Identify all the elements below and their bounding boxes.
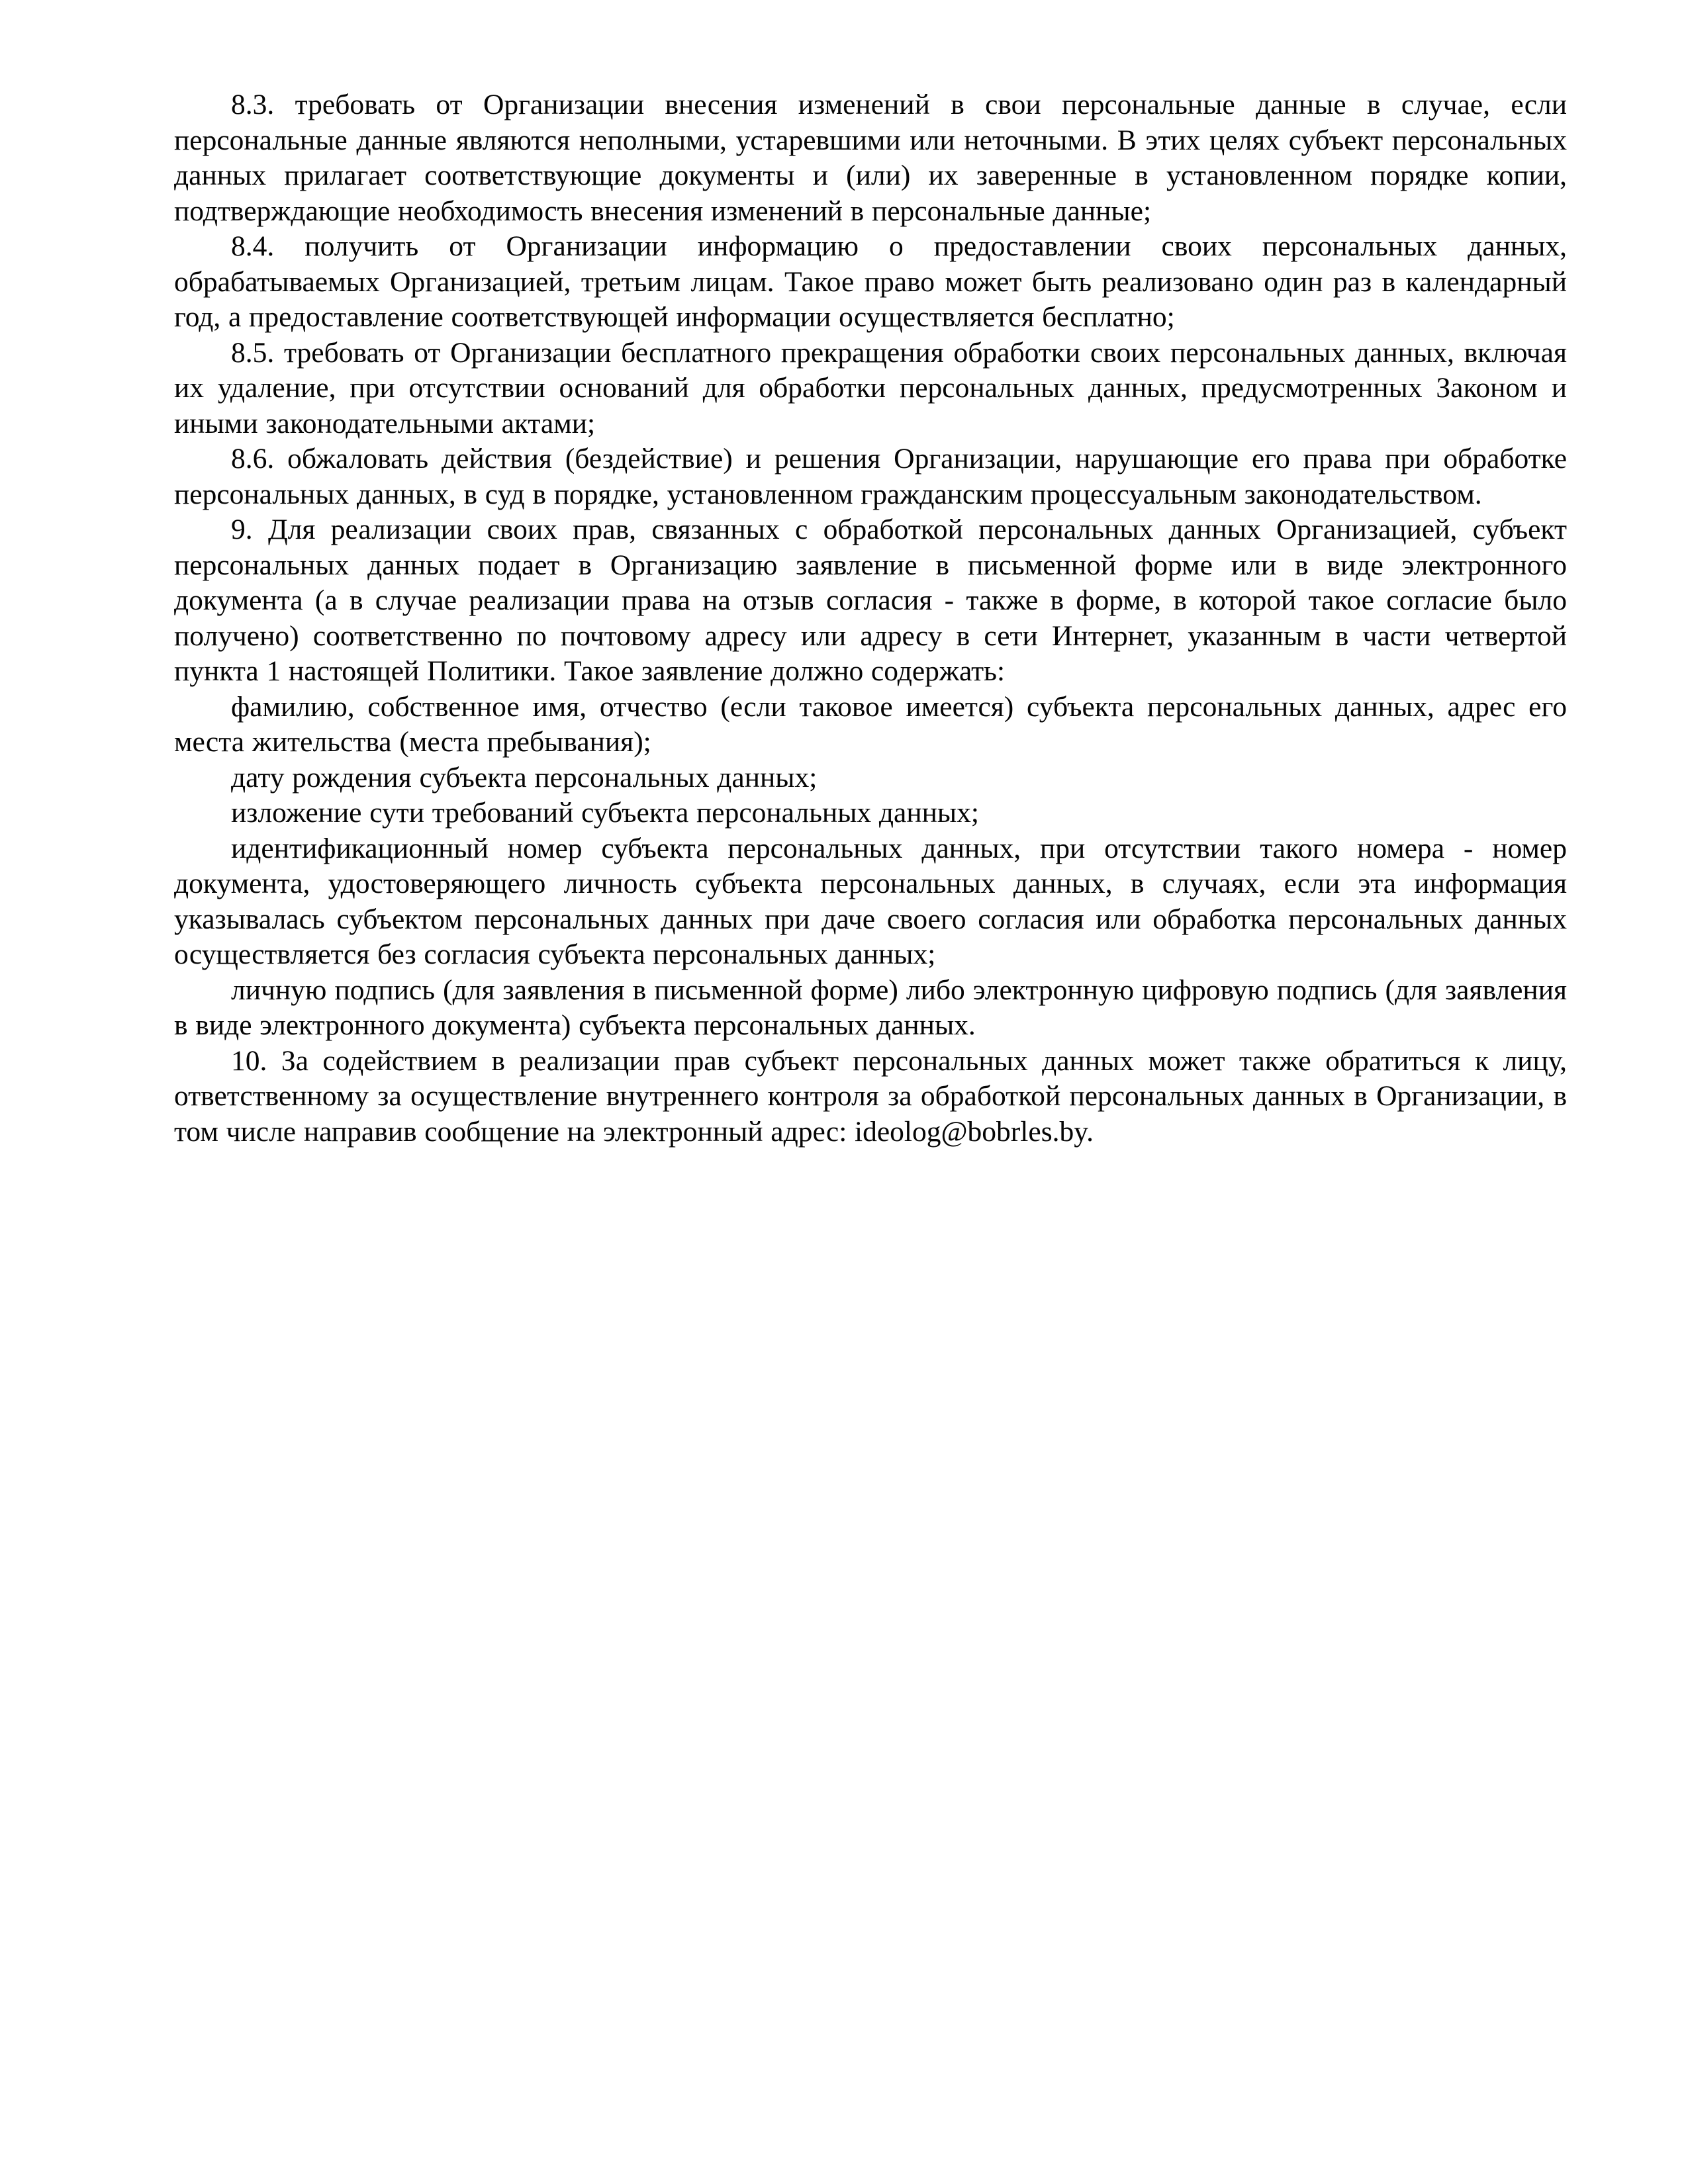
paragraph-requirement-statement-essence: изложение сути требований субъекта персональных данных; (231, 797, 979, 829)
paragraph-clause-8-4: 8.4. получить от Организации информацию о предоставлении своих персональных данных, обрабатываемых Организацией, третьим лицам. Такое право может быть реализовано один раз в календарный год, а предоставление соответствующей информации осуществляется бесплатно; (174, 230, 1567, 333)
paragraph-clause-10: 10. За содействием в реализации прав субъект персональных данных может также обратиться к лицу, ответственному за осуществление внутреннего контроля за обработкой персональных данных в Организации, в том числе направив сообщение на электронный адрес: ideolog@bobrles.by. (174, 1044, 1567, 1148)
paragraph-clause-9: 9. Для реализации своих прав, связанных с обработкой персональных данных Организацией, субъект персональных данных подает в Организацию заявление в письменной форме или в виде электронного документа (а в случае реализации права на отзыв согласия - также в форме, в которой такое согласие было получено) соответственно по почтовому адресу или адресу в сети Интернет, указанным в части четвертой пункта 1 настоящей Политики. Такое заявление должно содержать: (174, 514, 1567, 687)
paragraph-requirement-signature: личную подпись (для заявления в письменной форме) либо электронную цифровую подпись (для заявления в виде электронного документа) субъекта персональных данных. (174, 974, 1567, 1041)
paragraph-clause-8-6: 8.6. обжаловать действия (бездействие) и решения Организации, нарушающие его права при обработке персональных данных, в суд в порядке, установленном гражданским процессуальным законодательством. (174, 443, 1567, 510)
paragraph-requirement-fullname: фамилию, собственное имя, отчество (если таковое имеется) субъекта персональных данных, адрес его места жительства (места пребывания); (174, 690, 1567, 758)
document-text-column (174, 87, 1567, 1150)
paragraph-requirement-id-number: идентификационный номер субъекта персональных данных, при отсутствии такого номера - номер документа, удостоверяющего личность субъекта персональных данных, в случаях, если эта информация указывалась субъектом персональных данных при даче своего согласия или обработка персональных данных осуществляется без согласия субъекта персональных данных; (174, 832, 1567, 970)
paragraph-clause-8-3: 8.3. требовать от Организации внесения изменений в свои персональные данные в случае, если персональные данные являются неполными, устаревшими или неточными. В этих целях субъект персональных данных прилагает соответствующие документы и (или) их заверенные в установленном порядке копии, подтверждающие необходимость внесения изменений в персональные данные; (174, 89, 1567, 227)
paragraph-requirement-birthdate: дату рождения субъекта персональных данных; (231, 761, 818, 794)
paragraph-clause-8-5: 8.5. требовать от Организации бесплатного прекращения обработки своих персональных данных, включая их удаление, при отсутствии оснований для обработки персональных данных, предусмотренных Законом и иными законодательными актами; (174, 336, 1567, 439)
